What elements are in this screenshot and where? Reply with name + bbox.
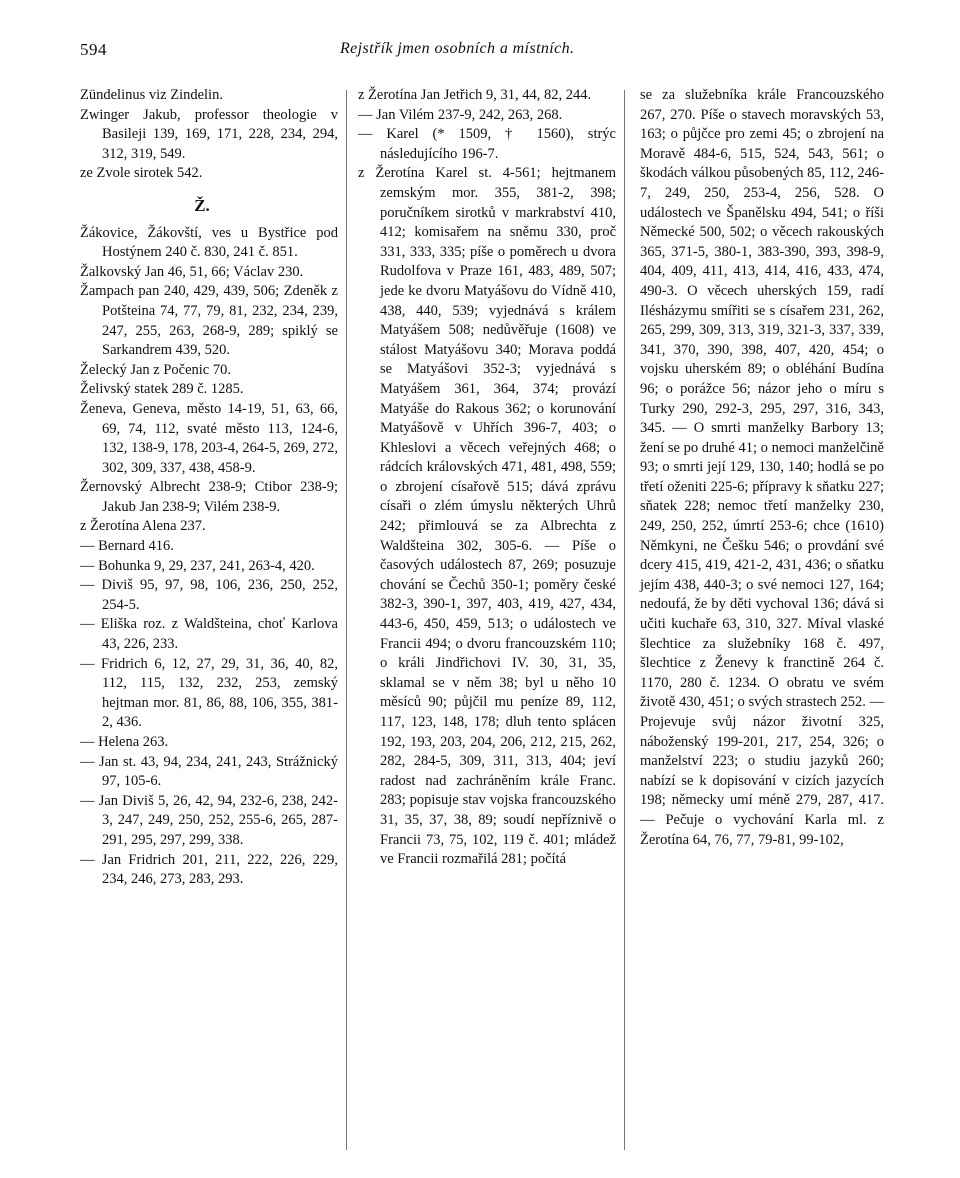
- index-entry: Žernovský Albrecht 238-9; Ctibor 238-9; Jakub Jan 238-9; Vilém 238-9.: [80, 479, 338, 515]
- index-entry: z Žerotína Karel st. 4-561; hejtmanem zemským mor. 355, 381-2, 398; poručníkem sirotků v markrabství 410, 412; komisařem na sněmu 330, proč 331, 333, 335; píše o poměrech u dvora Rudolfova v Praze 161, 483, 489, 507; jede ke dvoru Matyášovu do Vídně 410, 438, 440, 539; vyjednává s králem Matyášem 508; nedůvěřuje (1608) ve stálost Matyášovu 340; Morava poddá se Matyášovi 352-3; vyjednává s Matyášem 361, 364, 374; provází Matyáše do Rakous 362; o korunování Matyášově v Uhřích 396-7, 403; o Khleslovi a věcech veřejných 468; o rádcích královských 471, 481, 498, 559; o zbrojení císařově 515; dává zprávu císaři o zlém úmyslu některých Uhrů 242; přimlouvá se za Albrechta z Waldšteina 302, 305-6. — Píše o časových událostech 87, 269; posuzuje chování se Čechů 350-1; poměry české 382-3, 390-1, 397, 403, 419, 427, 434, 443-6, 450, 459, 513; o událostech ve Francii 494; o dvoru francouzském 110; o králi Jindřichovi IV. 30, 31, 35, sklamal se v něm 38; byl u něho 10 měsíců 90; půjčil mu peníze 89, 112, 117, 123, 148, 178; dluh tento splácen 192, 193, 203, 204, 206, 212, 215, 262, 282, 284-5, 309, 311, 313, 404; jeví radost nad zachráněním krále Franc. 283; popisuje stav vojska francouzského 31, 35, 37, 38, 89; soudí nepříznivě o Francii 73, 75, 102, 119 č. 401; mládež ve Francii rozmařilá 281; počítá: [358, 165, 616, 868]
- index-entry: Ženeva, Geneva, město 14-19, 51, 63, 66, 69, 74, 112, svaté město 113, 124-6, 132, 138-9, 178, 203-4, 264-5, 269, 272, 302, 309, 337, 438, 458-9.: [80, 400, 338, 476]
- section-heading-letter: Ž.: [194, 195, 210, 215]
- page-number: 594: [80, 40, 107, 59]
- column-divider: [346, 90, 347, 1150]
- index-entry: Žákovice, Žákovští, ves u Bystřice pod Hostýnem 240 č. 830, 241 č. 851.: [80, 224, 338, 261]
- index-column-1: [80, 86, 338, 1156]
- index-entry: z Žerotína Jan Jetřich 9, 31, 44, 82, 244.: [358, 87, 592, 103]
- entries-after-section: [80, 224, 338, 890]
- index-entry-continuation: se za služebníka krále Francouzského 267, 270. Píše o stavech moravských 53, 163; o půjčce pro zemi 45; o zbrojení na Moravě 484-6, 515, 524, 543, 561; o škodách válkou působených 85, 112, 246-7, 249, 250, 253-4, 256, 528. O událostech ve Španělsku 494, 541; o říši Německé 500, 502; o věcech rakouských 365, 371-5, 380-1, 383-390, 393, 398-9, 404, 409, 411, 413, 414, 416, 433, 474, 490-3. O věcech uherských 159, radí Ilésházymu smířiti se s císařem 231, 262, 265, 299, 309, 313, 319, 321-3, 337, 339, 341, 370, 390, 398, 407, 420, 454; o vojsku uherském 89; o obléhání Budína 96; o porážce 56; názor jeho o míru s Turky 290, 292-3, 295, 297, 316, 343, 345. — O smrti manželky Barbory 13; žení se po druhé 41; o nemoci manželčině 93; o smrti její 129, 130, 140; hodlá se po třetí oženiti 225-6; přípravy k sňatku 227; sňatek 228; nemoc třetí manželky 230, 249, 250, 252, úmrtí 253-6; chce (1610) Němkyni, ne Češku 546; o provdání své dcery 415, 419, 421-2, 431, 436; o sňatku jejím 438, 440-3; o své nemoci 127, 164; nedoufá, že by děti vychoval 136; dává si učiti kuchaře 63, 310, 327. Míval vlaské šlechtice za služebníky 168 č. 497, šlechtice z Ženevy k franctině 264 č. 1170, 280 č. 1234. O obratu ve svém životě 430, 451; o svých strastech 252. — Projevuje svůj názor životní 325, náboženský 199-201, 217, 254, 326; o manželství 223; o studiu jazyků 260; nabízí se k dopisování v cizích jazycích 198; německy umí méně 279, 287, 417. — Pečuje o vychování Karla ml. z Žerotína 64, 76, 77, 79-81, 99-102,: [640, 87, 884, 848]
- index-entry: — Helena 263.: [80, 734, 169, 750]
- index-entry: Žalkovský Jan 46, 51, 66; Václav 230.: [80, 263, 304, 280]
- index-entry: — Karel (* 1509, † 1560), strýc následujícího 196-7.: [358, 126, 616, 162]
- index-entry: Zwinger Jakub, professor theologie v Basileji 139, 169, 171, 228, 234, 294, 312, 319, 549.: [80, 106, 338, 162]
- index-entry: Žampach pan 240, 429, 439, 506; Zdeněk z Potšteina 74, 77, 79, 81, 232, 234, 239, 247, 255, 263, 268-9, 289; spiklý se Sarkandrem 439, 520.: [80, 283, 338, 359]
- running-title: Rejstřík jmen osobních a místních.: [340, 40, 575, 57]
- index-entry: — Jan Diviš 5, 26, 42, 94, 232-6, 238, 242-3, 247, 249, 250, 252, 255-6, 265, 287-291, 295, 297, 299, 338.: [80, 792, 338, 848]
- index-entry: — Diviš 95, 97, 98, 106, 236, 250, 252, 254-5.: [80, 577, 338, 613]
- column-divider: [624, 90, 625, 1150]
- index-column-3: [640, 86, 884, 1156]
- index-entry: Želecký Jan z Počenic 70.: [80, 361, 231, 378]
- index-column-2: [358, 86, 616, 1156]
- index-entry: ze Zvole sirotek 542.: [80, 165, 203, 182]
- index-entry: — Fridrich 6, 12, 27, 29, 31, 36, 40, 82, 112, 115, 132, 232, 253, zemský hejtman mor. 81, 86, 88, 106, 355, 381-2, 436.: [80, 655, 338, 731]
- index-entry: Zündelinus viz Zindelin.: [80, 87, 223, 103]
- index-entry: — Jan Fridrich 201, 211, 222, 226, 229, 234, 246, 273, 283, 293.: [80, 851, 338, 888]
- index-entry: — Bernard 416.: [80, 538, 174, 555]
- index-entry: — Eliška roz. z Waldšteina, choť Karlova 43, 226, 233.: [80, 616, 338, 653]
- index-entry: — Jan st. 43, 94, 234, 241, 243, Strážnický 97, 105-6.: [80, 753, 338, 790]
- index-entry: Želivský statek 289 č. 1285.: [80, 381, 244, 398]
- index-entry: z Žerotína Alena 237.: [80, 518, 206, 535]
- index-entry: — Bohunka 9, 29, 237, 241, 263-4, 420.: [80, 557, 315, 574]
- index-entry: — Jan Vilém 237-9, 242, 263, 268.: [358, 106, 563, 123]
- entries-before-section: [80, 86, 338, 184]
